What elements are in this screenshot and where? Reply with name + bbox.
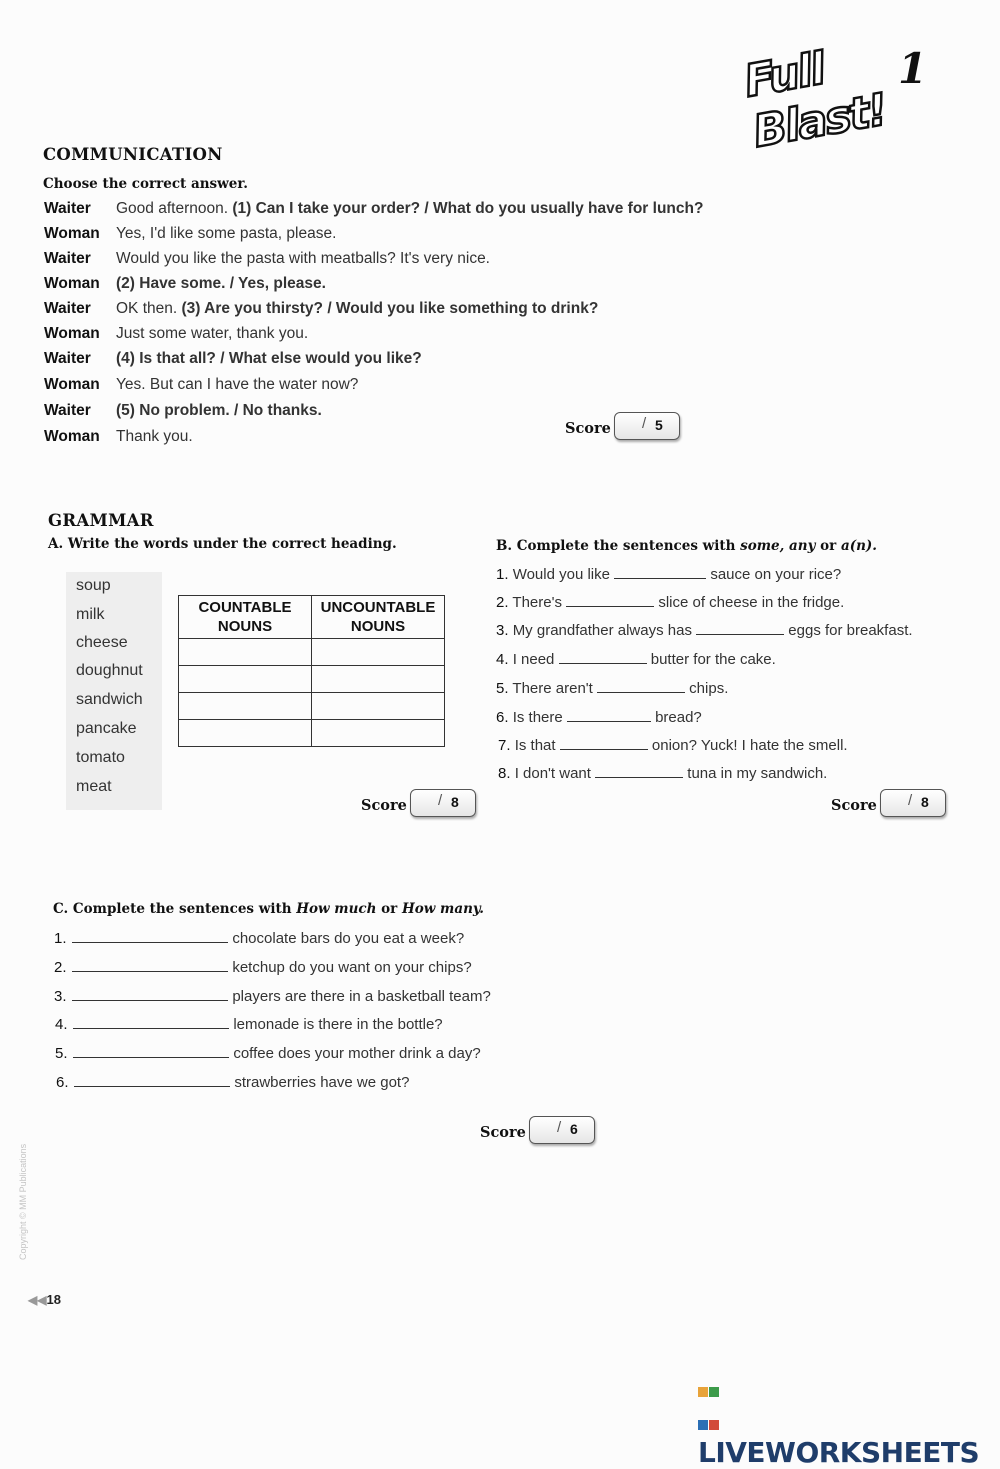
rewind-icon: ◀◀ <box>28 1293 47 1307</box>
c-sentence: 5. coffee does your mother drink a day? <box>55 1045 481 1062</box>
b-sentence: 1. Would you like sauce on your rice? <box>496 566 842 583</box>
b-sentence: 4. I need butter for the cake. <box>496 651 776 668</box>
dialogue-line: Woman Thank you. <box>44 428 193 445</box>
word-item: milk <box>76 606 105 623</box>
nouns-table <box>178 595 445 747</box>
grammar-title: GRAMMAR <box>48 511 154 530</box>
grammar-b-instruction: B. Complete the sentences with some, any or a(n). <box>496 538 877 554</box>
answer-blank[interactable] <box>559 649 647 664</box>
answer-blank[interactable] <box>560 735 648 750</box>
answer-blank[interactable] <box>597 678 685 693</box>
b-sentence: 8. I don't want tuna in my sandwich. <box>498 765 828 782</box>
word-box <box>66 572 162 810</box>
grammar-b-score-box[interactable]: / 8 <box>880 789 946 817</box>
answer-blank[interactable] <box>74 1072 230 1087</box>
dialogue-line: Waiter (4) Is that all? / What else would you like? <box>44 350 422 367</box>
communication-instruction: Choose the correct answer. <box>43 176 248 192</box>
score-total: 5 <box>655 417 663 433</box>
countable-header: COUNTABLE NOUNS <box>179 596 312 639</box>
word-item: soup <box>76 577 111 594</box>
c-sentence: 6. strawberries have we got? <box>56 1074 410 1091</box>
c-sentence: 3. players are there in a basketball team? <box>54 988 491 1005</box>
word-item: sandwich <box>76 691 143 708</box>
answer-blank[interactable] <box>595 763 683 778</box>
word-item: cheese <box>76 634 128 651</box>
grammar-c-instruction: C. Complete the sentences with How much or How many. <box>53 901 484 917</box>
communication-score-label: Score <box>565 420 611 437</box>
dialogue-line: Waiter OK then. (3) Are you thirsty? / Would you like something to drink? <box>44 300 599 317</box>
b-sentence: 7. Is that onion? Yuck! I hate the smell. <box>498 737 848 754</box>
word-item: meat <box>76 778 112 795</box>
b-sentence: 6. Is there bread? <box>496 709 702 726</box>
grammar-c-score-label: Score <box>480 1124 526 1141</box>
b-sentence: 2. There's slice of cheese in the fridge. <box>496 594 845 611</box>
full-blast-logo <box>740 34 938 158</box>
word-item: doughnut <box>76 662 143 679</box>
logo-text: Full Blast! <box>740 43 890 158</box>
answer-blank[interactable] <box>566 592 654 607</box>
dialogue-line: Waiter Would you like the pasta with meatballs? It's very nice. <box>44 250 490 267</box>
table-cell[interactable] <box>312 666 445 693</box>
answer-blank[interactable] <box>72 986 228 1001</box>
communication-title: COMMUNICATION <box>43 145 223 164</box>
answer-blank[interactable] <box>73 1014 229 1029</box>
word-item: pancake <box>76 720 137 737</box>
answer-blank[interactable] <box>72 957 228 972</box>
table-cell[interactable] <box>312 693 445 720</box>
table-cell[interactable] <box>179 720 312 747</box>
dialogue-line: Woman (2) Have some. / Yes, please. <box>44 275 326 292</box>
dialogue-line: Woman Yes, I'd like some pasta, please. <box>44 225 337 242</box>
grammar-b-score-label: Score <box>831 797 877 814</box>
grammar-a-instruction: A. Write the words under the correct heading. <box>48 536 397 552</box>
dialogue-line: Waiter (5) No problem. / No thanks. <box>44 402 322 419</box>
answer-blank[interactable] <box>614 564 706 579</box>
table-cell[interactable] <box>179 666 312 693</box>
dialogue-line: Waiter Good afternoon. (1) Can I take your order? / What do you usually have for lunch? <box>44 200 704 217</box>
table-cell[interactable] <box>179 639 312 666</box>
answer-blank[interactable] <box>696 620 784 635</box>
liveworksheets-logo-icon <box>698 1372 720 1394</box>
table-cell[interactable] <box>179 693 312 720</box>
dialogue-line: Woman Yes. But can I have the water now? <box>44 376 359 393</box>
word-item: tomato <box>76 749 125 766</box>
table-cell[interactable] <box>312 720 445 747</box>
grammar-c-score-box[interactable]: / 6 <box>529 1116 595 1144</box>
communication-score-box[interactable]: / 5 <box>614 412 680 440</box>
answer-blank[interactable] <box>72 928 228 943</box>
answer-blank[interactable] <box>567 707 651 722</box>
dialogue-line: Woman Just some water, thank you. <box>44 325 309 342</box>
c-sentence: 4. lemonade is there in the bottle? <box>55 1016 443 1033</box>
b-sentence: 5. There aren't chips. <box>496 680 729 697</box>
unit-number: 1 <box>898 44 928 93</box>
b-sentence: 3. My grandfather always has eggs for breakfast. <box>496 622 913 639</box>
c-sentence: 2. ketchup do you want on your chips? <box>54 959 472 976</box>
answer-blank[interactable] <box>73 1043 229 1058</box>
uncountable-header: UNCOUNTABLE NOUNS <box>312 596 445 639</box>
c-sentence: 1. chocolate bars do you eat a week? <box>54 930 465 947</box>
copyright-text: Copyright © MM Publications <box>18 1143 28 1260</box>
liveworksheets-brand: LIVEWORKSHEETS <box>698 1372 1000 1469</box>
grammar-a-score-label: Score <box>361 797 407 814</box>
page-number: ◀◀18 <box>28 1292 61 1307</box>
grammar-a-score-box[interactable]: / 8 <box>410 789 476 817</box>
table-cell[interactable] <box>312 639 445 666</box>
